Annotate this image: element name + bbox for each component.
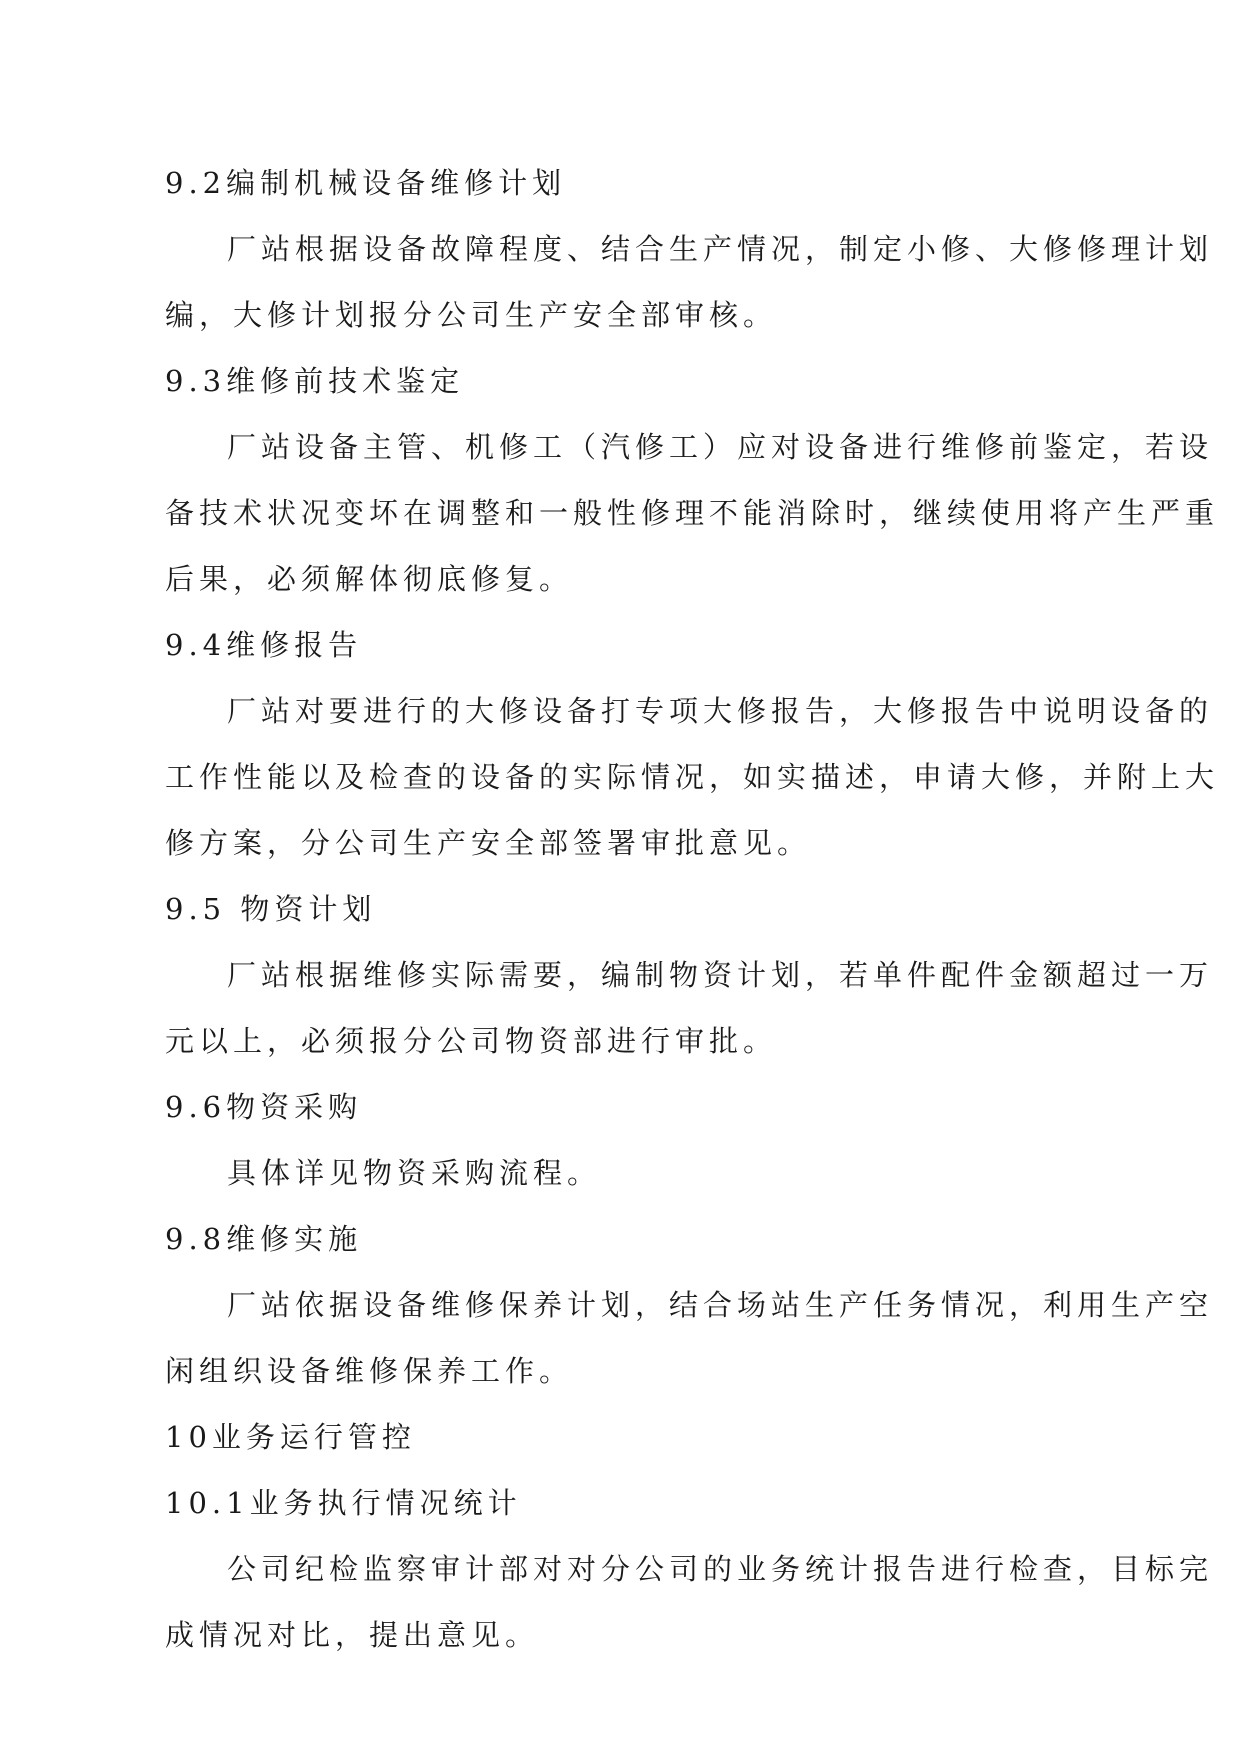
- paragraph: [165, 1140, 1075, 1206]
- paragraph-line: 公司纪检监察审计部对对分公司的业务统计报告进行检查，目标完: [227, 1552, 1214, 1586]
- section-9-6: [165, 1074, 1075, 1206]
- paragraph-line: 厂站根据维修实际需要，编制物资计划，若单件配件金额超过一万: [227, 958, 1214, 992]
- paragraph: [165, 216, 1214, 348]
- paragraph-line: 闲组织设备维修保养工作。: [165, 1354, 574, 1388]
- section-heading: 9.4维修报告: [165, 628, 363, 662]
- section-9-2: [165, 150, 1214, 348]
- paragraph-line: 编，大修计划报分公司生产安全部审核。: [165, 298, 778, 332]
- section-9-3: [165, 348, 1220, 612]
- paragraph-line: 成情况对比，提出意见。: [165, 1618, 540, 1652]
- section-heading: 10.1业务执行情况统计: [165, 1486, 522, 1520]
- paragraph: [165, 1536, 1214, 1668]
- paragraph: [165, 414, 1220, 612]
- section-heading: 9.8维修实施: [165, 1222, 363, 1256]
- section-heading: 9.2编制机械设备维修计划: [165, 166, 567, 200]
- paragraph-line: 后果，必须解体彻底修复。: [165, 562, 574, 596]
- paragraph: [165, 1272, 1214, 1404]
- paragraph-line: 厂站设备主管、机修工（汽修工）应对设备进行维修前鉴定，若设: [227, 430, 1214, 464]
- section-heading: 10业务运行管控: [165, 1420, 416, 1454]
- section-10-1: [165, 1470, 1214, 1668]
- paragraph-line: 具体详见物资采购流程。: [227, 1156, 602, 1190]
- paragraph-line: 元以上，必须报分公司物资部进行审批。: [165, 1024, 778, 1058]
- section-9-8: [165, 1206, 1214, 1404]
- section-10: [165, 1404, 1075, 1470]
- section-heading: 9.5 物资计划: [165, 892, 377, 926]
- paragraph-line: 厂站对要进行的大修设备打专项大修报告，大修报告中说明设备的: [227, 694, 1214, 728]
- paragraph: [165, 678, 1220, 876]
- paragraph: [165, 942, 1214, 1074]
- paragraph-line: 厂站依据设备维修保养计划，结合场站生产任务情况，利用生产空: [227, 1288, 1214, 1322]
- paragraph-line: 厂站根据设备故障程度、结合生产情况，制定小修、大修修理计划: [227, 232, 1214, 266]
- paragraph-line: 修方案，分公司生产安全部签署审批意见。: [165, 826, 812, 860]
- section-9-5: [165, 876, 1214, 1074]
- document-body: [165, 150, 1220, 1668]
- section-heading: 9.6物资采购: [165, 1090, 363, 1124]
- section-9-4: [165, 612, 1220, 876]
- paragraph-line: 备技术状况变坏在调整和一般性修理不能消除时，继续使用将产生严重: [165, 496, 1220, 530]
- section-heading: 9.3维修前技术鉴定: [165, 364, 465, 398]
- paragraph-line: 工作性能以及检查的设备的实际情况，如实描述，申请大修，并附上大: [165, 760, 1220, 794]
